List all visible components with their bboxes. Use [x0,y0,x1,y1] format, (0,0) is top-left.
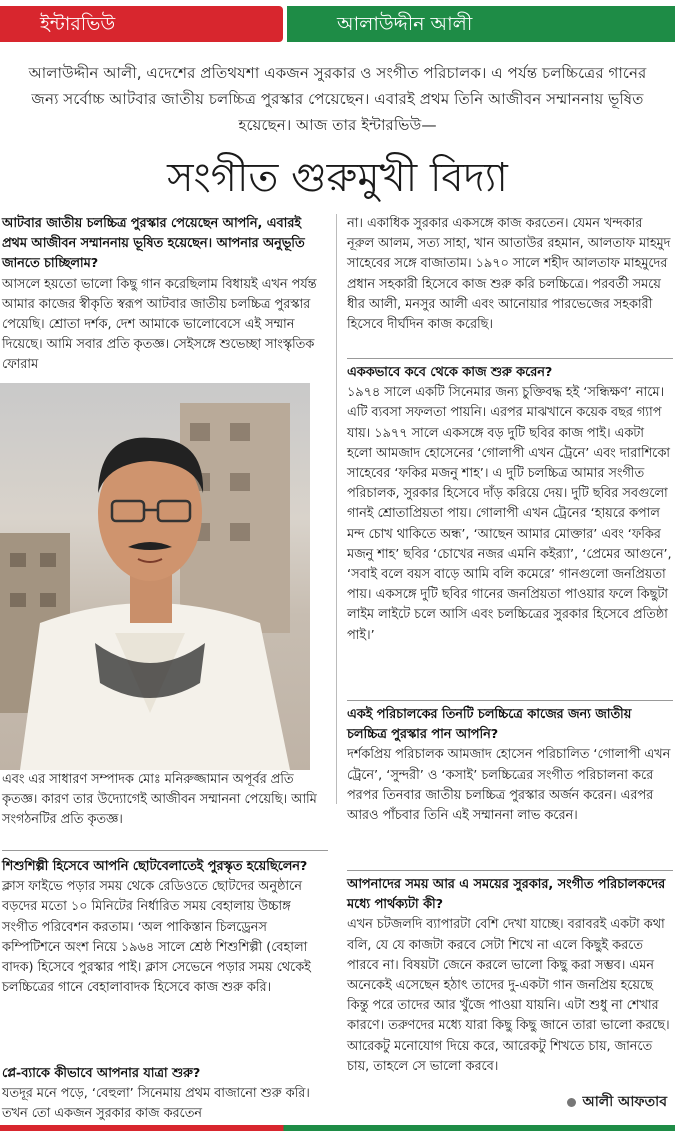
left-column-top [2,214,328,376]
answer-1-part-1: আসলে হয়তো ভালো কিছু গান করেছিলাম বিধায়ই এখন পর্যন্ত আমার কাজের স্বীকৃতি স্বরূপ আটবার জাতীয় চলচ্চিত্র পুরস্কার পেয়েছি। শ্রোতা দর্শক, দেশ আমাকে ভালোবেসে এই সম্মান দিয়েছে। আমি সবার প্রতি কৃতজ্ঞ। সেইসঙ্গে শুভেচ্ছা সাংস্কৃতিক ফোরাম [2,276,317,373]
answer-3-continued: না। একাধিক সুরকার একসঙ্গে কাজ করতেন। যেমন খন্দকার নূরুল আলম, সত্য সাহা, খান আতাউর রহমান, আলতাফ মাহমুদ সাহেবের সঙ্গে বাজাতাম। ১৯৭০ সালে শহীদ আলতাফ মাহমুদের প্রধান সহকারী হিসেবে কাজ শুরু করি চলচ্চিত্রে। পরবর্তী সময়ে ধীর আলী, মনসুর আলী এবং আনোয়ার পারভেজের সহকারী হিসেবে দীর্ঘদিন কাজ করেছি। [347,216,671,333]
author-name: আলী আফতাব [582,1094,667,1110]
column-divider [336,214,337,804]
answer-1-part-2: এবং এর সাধারণ সম্পাদক মোঃ মনিরুজ্জামান অপূর্বর প্রতি কৃতজ্ঞ। কারণ তার উদ্যোগেই আজীবন সম্মাননা পেয়েছি। আমি সংগঠনটির প্রতি কৃতজ্ঞ। [2,772,317,828]
question-1: আটবার জাতীয় চলচ্চিত্র পুরস্কার পেয়েছেন আপনি, এবারই প্রথম আজীবন সম্মাননায় ভূষিত হয়েছেন। আপনার অনুভূতি জানতে চাচ্ছিলাম? [2,216,305,272]
qa-block-5 [347,700,673,826]
question-4: এককভাবে কবে থেকে কাজ শুরু করেন? [347,365,553,380]
answer-5: দর্শকপ্রিয় পরিচালক আমজাদ হোসেন পরিচালিত ‘গোলাপী এখন ট্রেনে’, ‘সুন্দরী’ ও ‘কসাই’ চলচ্চিত্রের সংগীত পরিচালনা করে পরপর তিনবার জাতীয় চলচ্চিত্র পুরস্কার অর্জন করেন। এরপর আরও পাঁচবার তিনি এই সম্মাননা লাভ করেন। [347,747,671,824]
person-tag: আলাউদ্দীন আলী [287,6,675,42]
question-6: আপনাদের সময় আর এ সময়ের সুরকার, সংগীত পরিচালকদের মধ্যে পার্থক্যটা কী? [347,877,666,913]
portrait-photo [0,383,310,770]
answer-6: এখন চটজলদি ব্যাপারটা বেশি দেখা যাচ্ছে। বরাবরই একটা কথা বলি, যে যে কাজটা করবে সেটা শিখে না এলে কিছুই করতে পারবে না। বিষয়টা জেনে করলে ভালো কিছু করা সম্ভব। এমন অনেকেই এসেছেন হঠাৎ তাদের দু-একটা গান জনপ্রিয় হয়েছে কিন্তু পরে তাদের আর খুঁজে পাওয়া যায়নি। এটা শুধু না শেখার কারণে। তরুণদের মধ্যে যারা কিছু কিছু জানে তারা ভালো করছে। আরেকটু মনোযোগ দিয়ে করে, আরেকটু শিখতে চায়, জানতে চায়, তাহলে সে ভালো করবে। [347,917,670,1074]
headline: সংগীত গুরুমুখী বিদ্যা [167,155,508,201]
left-column-after-photo [2,770,328,831]
question-5: একই পরিচালকের তিনটি চলচ্চিত্রে কাজের জন্য জাতীয় চলচ্চিত্র পুরস্কার পান আপনি? [347,707,632,743]
answer-4: ১৯৭৪ সালে একটি সিনেমার জন্য চুক্তিবদ্ধ হই ‘সন্ধিক্ষণ’ নামে। এটি ব্যবসা সফলতা পায়নি। এরপর মাঝখানে কয়েক বছর গ্যাপ যায়। ১৯৭৭ সালে একসঙ্গে বড় দুটি ছবির কাজ পাই। একটা হলো আমজাদ হোসেনের ‘গোলাপী এখন ট্রেনে’ এবং দারাশিকো সাহেবের ‘ফকির মজনু শাহ’। এ দুটি চলচ্চিত্র আমার সংগীত পরিচালক, সুরকার হিসেবে দাঁড় করিয়ে দেয়। দুটি ছবির সবগুলো গানই শ্রোতাপ্রিয়তা পায়। গোলাপী এখন ট্রেনের ‘হায়রে কপাল মন্দ চোখ থাকিতে অন্ধ’, ‘আছেন আমার মোক্তার’ এবং ‘ফকির মজনু শাহ’ ছবির ‘চোখের নজর এমনি কইর‍্যা’, ‘প্রেমের আগুনে’, ‘সবাই বলে বয়স বাড়ে আমি বলি কমেরে’ গানগুলো জনপ্রিয়তা পায়। একসঙ্গে দুটি ছবির গানের জনপ্রিয়তা পাওয়ার ফলে কিছুটা লাইম লাইটে চলে আসি এবং চলচ্চিত্রের সুরকার হিসেবে প্রতিষ্ঠা পাই।’ [347,385,672,643]
author-credit [567,1090,667,1114]
section-tag: ইন্টারভিউ [0,6,283,42]
portrait-illustration [0,383,310,770]
question-3: প্লে-ব্যাকে কীভাবে আপনার যাত্রা শুরু? [2,1066,201,1081]
answer-3: যতদূর মনে পড়ে, ‘বেহুলা’ সিনেমায় প্রথম বাজানো শুরু করি। তখন তো একজন সুরকার কাজ করতেন [2,1086,310,1122]
question-2: শিশুশিল্পী হিসেবে আপনি ছোটবেলাতেই পুরস্কৃত হয়েছিলেন? [2,859,308,874]
qa-block-4 [347,358,673,646]
header-bar [0,0,675,44]
bottom-color-bar [0,1125,675,1131]
intro-paragraph: আলাউদ্দীন আলী, এদেশের প্রতিথযশা একজন সুরকার ও সংগীত পরিচালক। এ পর্যন্ত চলচ্চিত্রের গানের জন্য সর্বোচ্চ আটবার জাতীয় চলচ্চিত্র পুরস্কার পেয়েছেন। এবারই প্রথম তিনি আজীবন সম্মাননায় ভূষিত হয়েছেন। আজ তার ইন্টারভিউ— [28,64,647,134]
qa-block-6 [347,870,673,1077]
qa-block-2 [2,850,328,998]
qa-block-3 [2,1064,328,1125]
answer-3-continued-block [347,214,673,335]
answer-2: ক্লাস ফাইভে পড়ার সময় থেকে রেডিওতে ছোটদের অনুষ্ঠানে বড়দের মতো ১০ মিনিটের নির্ধারিত সময় বেহালায় উচ্চাঙ্গ সংগীত পরিবেশন করতাম। ‘অল পাকিস্তান চিলড্রেনস কম্পিটিশনে অংশ নিয়ে ১৯৬৪ সালে শ্রেষ্ঠ শিশুশিল্পী (বেহালা বাদক) হিসেবে পুরস্কার পাই। ক্লাস সেভেনে পড়ার সময় থেকেই চলচ্চিত্রের গানে বেহালাবাদক হিসেবে কাজ শুরু করি। [2,879,311,996]
bullet-icon [567,1098,576,1107]
